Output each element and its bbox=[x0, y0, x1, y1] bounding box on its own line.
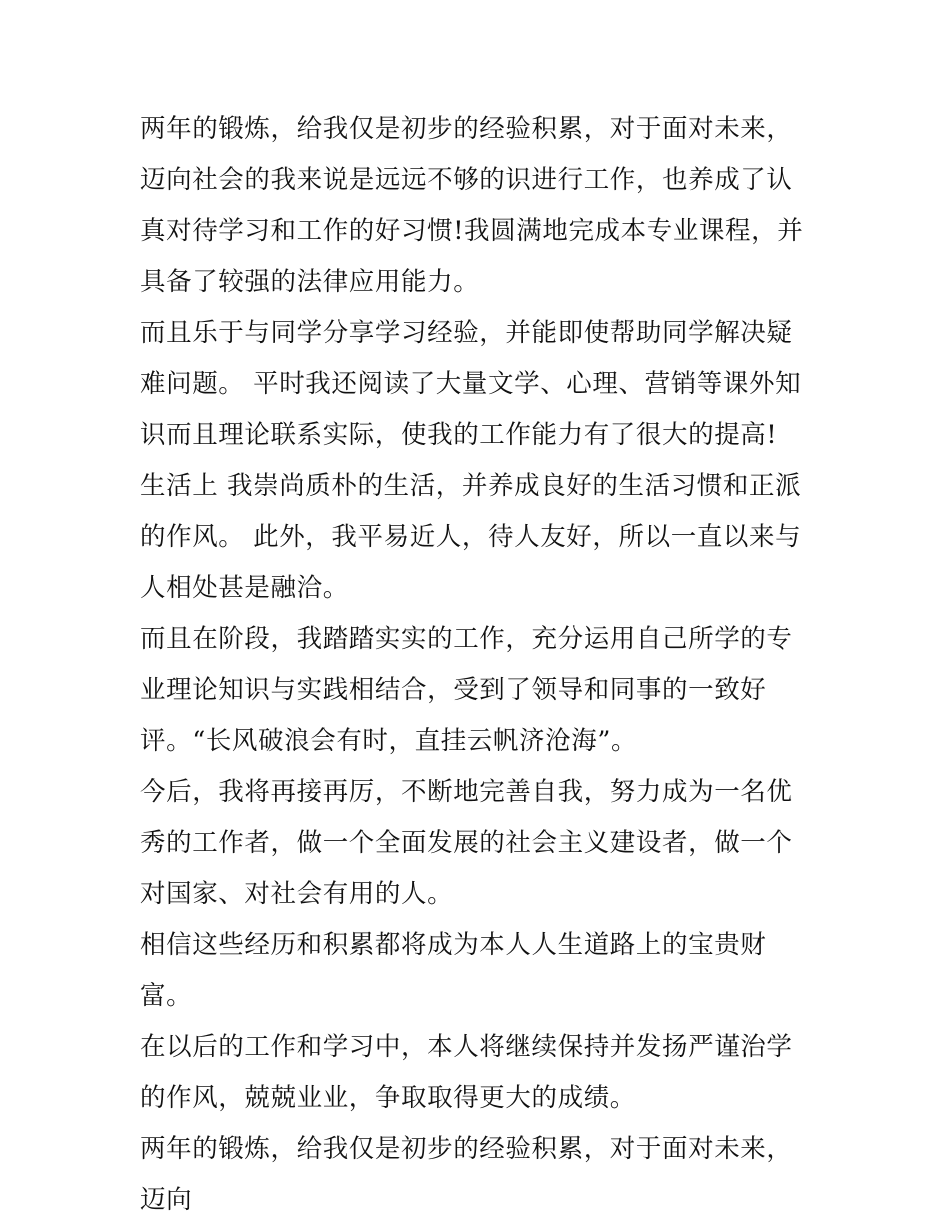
paragraph-8: 两年的锻炼，给我仅是初步的经验积累，对于面对未来，迈向 bbox=[140, 1134, 793, 1215]
paragraph-4: 而且在阶段，我踏踏实实的工作，充分运用自己所学的专业理论知识与实践相结合，受到了领导和同事的一致好评。“长风破浪会有时，直挂云帆济沧海”。 bbox=[140, 624, 793, 756]
paragraph-3: 生活上 我崇尚质朴的生活，并养成良好的生活习惯和正派的作风。 此外，我平易近人，待人友好，所以一直以来与人相处甚是融洽。 bbox=[140, 471, 802, 603]
paragraph-5: 今后，我将再接再厉，不断地完善自我，努力成为一名优秀的工作者，做一个全面发展的社会主义建设者，做一个对国家、对社会有用的人。 bbox=[140, 777, 793, 909]
paragraph-1: 两年的锻炼，给我仅是初步的经验积累，对于面对未来，迈向社会的我来说是远远不够的识进行工作，也养成了认真对待学习和工作的好习惯!我圆满地完成本专业课程，并具备了较强的法律应用能力。 bbox=[140, 114, 804, 297]
paragraph-2: 而且乐于与同学分享学习经验，并能即使帮助同学解决疑难问题。 平时我还阅读了大量文学、心理、营销等课外知识而且理论联系实际，使我的工作能力有了很大的提高! bbox=[140, 318, 802, 450]
paragraph-7: 在以后的工作和学习中，本人将继续保持并发扬严谨治学的作风，兢兢业业，争取取得更大的成绩。 bbox=[140, 1032, 793, 1113]
paragraph-6: 相信这些经历和积累都将成为本人人生道路上的宝贵财富。 bbox=[140, 930, 767, 1011]
document-body bbox=[140, 104, 815, 1226]
